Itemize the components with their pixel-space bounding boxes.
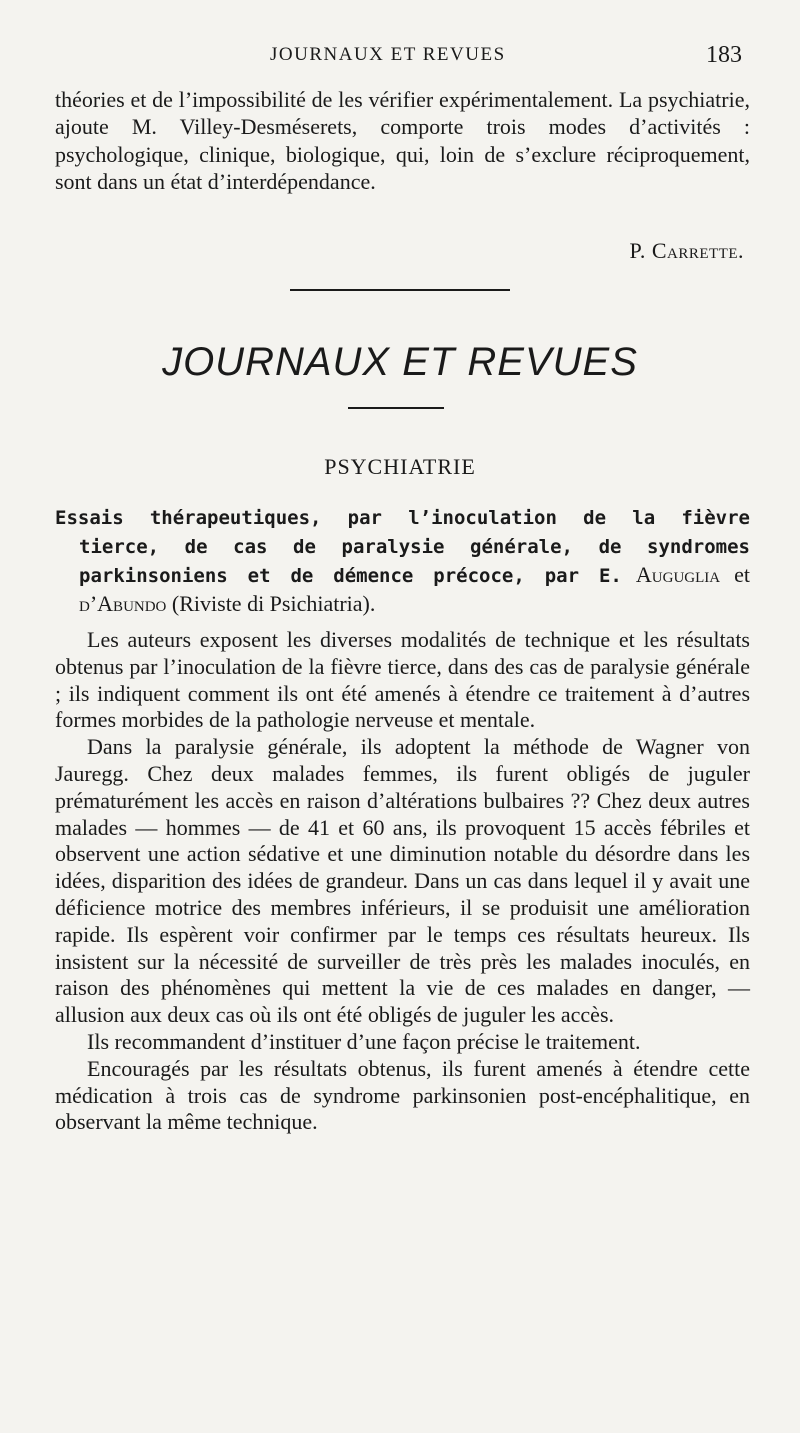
article-body [55,627,750,1136]
signature [630,238,744,264]
body-paragraph: Dans la paralysie générale, ils adoptent la méthode de Wagner von Jauregg. Chez deux malades femmes, ils furent obligés de juguler prématurément les accès en raison d’altérations bulbaires ?? Chez deux autres malades — hommes — de 41 et 60 ans, ils provoquent 15 accès fébriles et observent une action sédative et une diminution notable du désordre dans les idées, disparition des idées de grandeur. Dans un cas dans lequel il y avait une déficience motrice des membres inférieurs, il se produisit une amélioration rapide. Ils espèrent voir confirmer par le temps ces résultats heureux. Ils insistent sur la nécessité de surveiller de très près les malades inoculés, en raison des phénomènes qui mettent la vie de ces malades en danger, — allusion aux deux cas où ils ont été obligés de juguler les accès. [55,734,750,1028]
previous-review-paragraph: théories et de l’impossibilité de les vérifier expérimentalement. La psychiatrie, ajoute M. Villey-Desméserets, comporte trois modes d’activités : psychologique, clinique, biologique, qui, loin de s’exclure réciproquement, sont dans un état d’interdépendance. [55,87,750,195]
author-1: Auguglia [635,562,721,587]
signature-initial: P. [629,238,652,263]
author-2: Abundo [97,591,167,616]
body-paragraph: Ils recommandent d’instituer d’une façon précise le traitement. [87,1028,641,1054]
section-title: JOURNAUX ET REVUES [162,340,638,384]
signature-name: Carrette. [651,238,744,263]
separator-rule [290,289,510,291]
subsection-heading: PSYCHIATRIE [324,454,476,479]
page-number: 183 [706,42,742,68]
running-head: JOURNAUX ET REVUES [270,44,506,65]
article-title-bold: Essais thérapeutiques, par l’inoculation de la fièvre tierce, de cas de paralysie générale, de syndromes parkinsoniens et de démence précoce, par E. [55,507,750,587]
body-paragraph: Les auteurs exposent les diverses modalités de technique et les résultats obtenus par l’inoculation de la fièvre tierce, dans des cas de paralysie générale ; ils indiquent comment ils ont été amenés à étendre ce traitement à d’autres formes morbides de la pathologie nerveuse et mentale. [55,627,750,733]
title-rule [348,407,444,409]
author-2-prefix: d’ [79,591,98,616]
body-paragraph: Encouragés par les résultats obtenus, ils furent amenés à étendre cette médication à trois cas de syndrome parkinsonien post-encéphalitique, en observant la même technique. [55,1055,750,1135]
article-source: (Riviste di Psichiatria). [166,591,376,616]
article-title [55,503,750,617]
previous-review-text [55,86,750,196]
author-connector: et [720,562,750,587]
